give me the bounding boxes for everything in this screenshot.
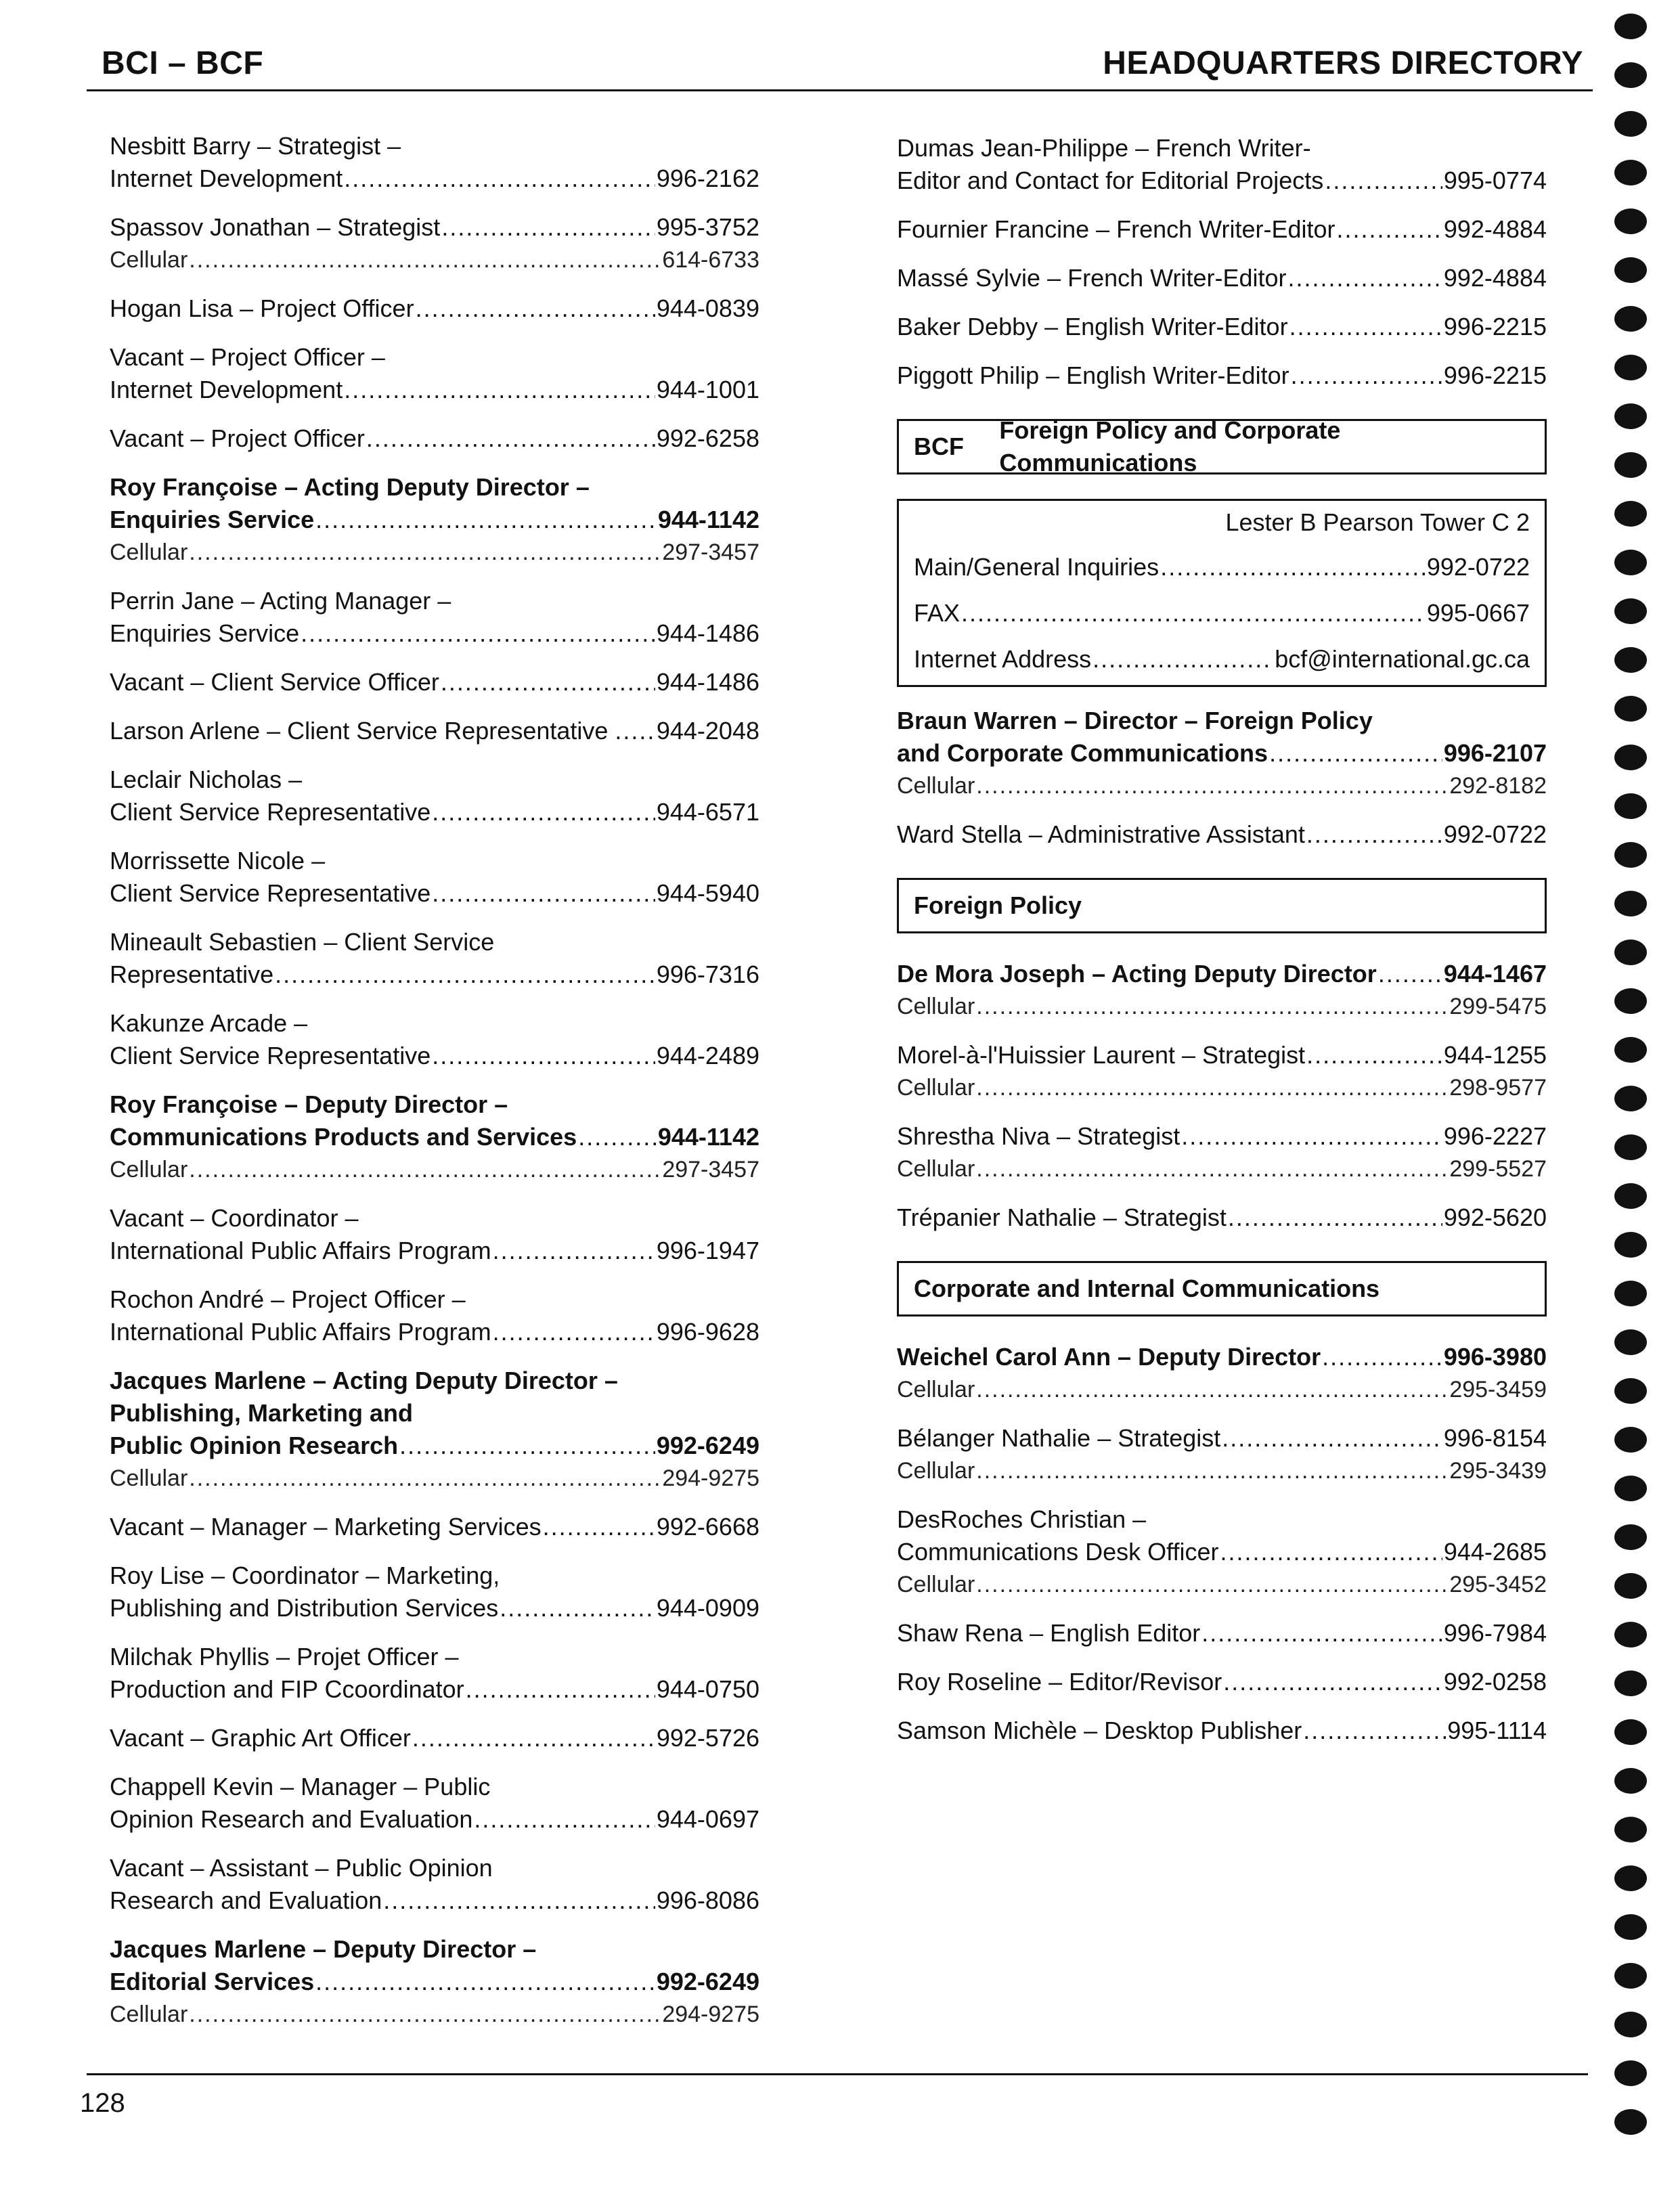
- phone-number: 996-2162: [656, 164, 759, 192]
- entry-name-line: Editorial Services: [110, 1968, 315, 1995]
- entry-name-line: Dumas Jean-Philippe – French Writer-: [897, 134, 1311, 162]
- entry-name-line: Roy Roseline – Editor/Revisor: [897, 1668, 1222, 1696]
- phone-number: 944-1142: [657, 1123, 759, 1151]
- phone-number: 996-8086: [656, 1886, 759, 1914]
- cellular-label: Cellular: [897, 1075, 975, 1101]
- phone-number: 996-7984: [1443, 1619, 1547, 1647]
- directory-entry: [897, 1341, 1547, 1406]
- binding-hole: [1614, 355, 1647, 380]
- phone-number: 996-7316: [656, 960, 759, 988]
- binding-hole: [1614, 550, 1647, 575]
- directory-entry: [897, 705, 1547, 802]
- phone-number: 944-1467: [1443, 960, 1547, 988]
- binding-hole: [1614, 257, 1647, 283]
- cellular-label: Cellular: [897, 994, 975, 1019]
- entry-name-line: Enquiries Service: [110, 619, 300, 647]
- entry-name-line: Enquiries Service: [110, 506, 315, 533]
- entry-name-line: Hogan Lisa – Project Officer: [110, 294, 414, 322]
- info-row-internet: [914, 643, 1530, 676]
- directory-entry: [110, 1202, 759, 1267]
- bcf-section-header: [897, 416, 1547, 477]
- binding-hole: [1614, 1817, 1647, 1842]
- directory-entry: [897, 132, 1547, 197]
- phone-number: 944-1142: [657, 506, 759, 533]
- cellular-number: 297-3457: [662, 539, 759, 565]
- entry-name-line: Weichel Carol Ann – Deputy Director: [897, 1343, 1321, 1371]
- directory-entry: [897, 1120, 1547, 1185]
- phone-number: 992-4884: [1443, 215, 1547, 243]
- cellular-label: Cellular: [897, 1458, 975, 1484]
- binding-hole: [1614, 160, 1647, 185]
- phone-number: 992-5620: [1443, 1203, 1547, 1231]
- directory-entry: [110, 471, 759, 569]
- binding-holes: [1614, 14, 1655, 2158]
- directory-entry: [897, 1666, 1547, 1698]
- entry-name-line: Milchak Phyllis – Projet Officer –: [110, 1643, 459, 1671]
- entry-name-line: Chappell Kevin – Manager – Public: [110, 1773, 491, 1800]
- entry-name-line: Jacques Marlene – Deputy Director –: [110, 1935, 537, 1963]
- entry-name-line: Shrestha Niva – Strategist: [897, 1122, 1180, 1150]
- entry-name-line: Braun Warren – Director – Foreign Policy: [897, 707, 1373, 734]
- binding-hole: [1614, 501, 1647, 527]
- entry-name-line: International Public Affairs Program: [110, 1237, 491, 1264]
- info-value: 995-0667: [1426, 599, 1530, 627]
- phone-number: 995-3752: [656, 213, 759, 241]
- binding-hole: [1614, 1524, 1647, 1550]
- section-title: Foreign Policy: [914, 891, 1082, 919]
- entry-name-line: Massé Sylvie – French Writer-Editor: [897, 264, 1287, 292]
- phone-number: 944-1255: [1443, 1041, 1547, 1069]
- phone-number: 944-1486: [656, 619, 759, 647]
- info-label: Internet Address: [914, 645, 1092, 673]
- entry-name-line: Leclair Nicholas –: [110, 766, 303, 793]
- cellular-label: Cellular: [110, 1465, 188, 1491]
- entry-name-line: Morel-à-l'Huissier Laurent – Strategist: [897, 1041, 1306, 1069]
- entry-name-line: Shaw Rena – English Editor: [897, 1619, 1201, 1647]
- binding-hole: [1614, 62, 1647, 88]
- entry-name-line: Publishing, Marketing and: [110, 1399, 414, 1427]
- phone-number: 992-6249: [656, 1432, 759, 1459]
- entry-name-line: Client Service Representative: [110, 798, 431, 826]
- cellular-label: Cellular: [110, 2001, 188, 2027]
- directory-entry: [897, 958, 1547, 1023]
- binding-hole: [1614, 647, 1647, 673]
- entry-name-line: Vacant – Client Service Officer: [110, 668, 439, 696]
- cellular-number: 295-3452: [1449, 1572, 1547, 1597]
- binding-hole: [1614, 1281, 1647, 1306]
- cellular-number: 614-6733: [662, 247, 759, 273]
- corporate-header: [897, 1261, 1547, 1317]
- phone-number: 944-2685: [1443, 1538, 1547, 1566]
- bcf-info-box: [897, 499, 1547, 687]
- info-row-fax: [914, 597, 1530, 629]
- phone-number: 992-6668: [656, 1513, 759, 1541]
- entry-name-line: Public Opinion Research: [110, 1432, 399, 1459]
- phone-number: 944-1001: [656, 376, 759, 403]
- directory-entry: [110, 1560, 759, 1624]
- binding-hole: [1614, 403, 1647, 429]
- entry-name-line: Communications Desk Officer: [897, 1538, 1219, 1566]
- binding-hole: [1614, 2012, 1647, 2037]
- entry-name-line: Morrissette Nicole –: [110, 847, 326, 875]
- info-label: FAX: [914, 599, 961, 627]
- entry-name-line: Client Service Representative: [110, 879, 431, 907]
- header-left-code: BCI – BCF: [102, 45, 264, 81]
- cellular-number: 294-9275: [662, 1465, 759, 1491]
- entry-name-line: Vacant – Coordinator –: [110, 1204, 359, 1232]
- phone-number: 996-8154: [1443, 1424, 1547, 1452]
- binding-hole: [1614, 1914, 1647, 1940]
- binding-hole: [1614, 1476, 1647, 1501]
- directory-entry: [110, 1283, 759, 1348]
- binding-hole: [1614, 1719, 1647, 1745]
- entry-name-line: Internet Development: [110, 376, 343, 403]
- entry-name-line: Jacques Marlene – Acting Deputy Director –: [110, 1367, 618, 1394]
- phone-number: 996-9628: [656, 1318, 759, 1346]
- binding-hole: [1614, 1134, 1647, 1160]
- binding-hole: [1614, 696, 1647, 722]
- entry-name-line: Spassov Jonathan – Strategist: [110, 213, 441, 241]
- header-directory-title: HEADQUARTERS DIRECTORY: [1103, 45, 1583, 81]
- cellular-label: Cellular: [897, 773, 975, 799]
- binding-hole: [1614, 745, 1647, 770]
- entry-name-line: Publishing and Distribution Services: [110, 1594, 499, 1622]
- binding-hole: [1614, 1427, 1647, 1453]
- entry-name-line: Opinion Research and Evaluation: [110, 1805, 473, 1833]
- directory-entry: [110, 926, 759, 991]
- page-number: 128: [80, 2088, 125, 2118]
- entry-name-line: International Public Affairs Program: [110, 1318, 491, 1346]
- binding-hole: [1614, 1768, 1647, 1794]
- phone-number: 944-0839: [656, 294, 759, 322]
- directory-entry: [110, 1088, 759, 1186]
- directory-entry: [110, 1511, 759, 1543]
- phone-number: 944-1486: [656, 668, 759, 696]
- entry-name-line: Communications Products and Services: [110, 1123, 577, 1151]
- binding-hole: [1614, 939, 1647, 965]
- phone-number: 944-0697: [656, 1805, 759, 1833]
- directory-entry: [110, 292, 759, 325]
- binding-hole: [1614, 1671, 1647, 1696]
- entry-name-line: Roy Françoise – Deputy Director –: [110, 1090, 508, 1118]
- phone-number: 944-2489: [656, 1042, 759, 1069]
- phone-number: 992-5726: [656, 1724, 759, 1752]
- phone-number: 992-6258: [656, 424, 759, 452]
- right-column: [897, 132, 1547, 1763]
- binding-hole: [1614, 1865, 1647, 1891]
- phone-number: 944-6571: [656, 798, 759, 826]
- binding-hole: [1614, 1622, 1647, 1647]
- entry-name-line: DesRoches Christian –: [897, 1505, 1147, 1533]
- cellular-number: 294-9275: [662, 2001, 759, 2027]
- entry-name-line: Trépanier Nathalie – Strategist: [897, 1203, 1227, 1231]
- cellular-number: 295-3459: [1449, 1377, 1547, 1402]
- section-title: Foreign Policy and Corporate Communications: [999, 416, 1341, 477]
- cellular-label: Cellular: [110, 539, 188, 565]
- cellular-number: 297-3457: [662, 1157, 759, 1182]
- info-value: 992-0722: [1426, 553, 1530, 581]
- section-title: Corporate and Internal Communications: [914, 1275, 1380, 1302]
- entry-name-line: Kakunze Arcade –: [110, 1009, 308, 1037]
- entry-name-line: Vacant – Assistant – Public Opinion: [110, 1854, 493, 1882]
- left-column: [110, 130, 759, 2047]
- directory-entry: [110, 422, 759, 455]
- entry-name-line: Client Service Representative: [110, 1042, 431, 1069]
- info-row-main: [914, 551, 1530, 583]
- binding-hole: [1614, 1183, 1647, 1209]
- phone-number: 944-0750: [656, 1675, 759, 1703]
- phone-number: 992-0722: [1443, 820, 1547, 848]
- directory-entry: [897, 1039, 1547, 1104]
- phone-number: 995-0774: [1443, 167, 1547, 194]
- binding-hole: [1614, 306, 1647, 332]
- directory-entry: [110, 341, 759, 406]
- bottom-rule: [87, 2073, 1588, 2075]
- entry-name-line: Rochon André – Project Officer –: [110, 1285, 466, 1313]
- cellular-number: 292-8182: [1449, 773, 1547, 799]
- directory-entry: [110, 1641, 759, 1706]
- binding-hole: [1614, 842, 1647, 868]
- location: Lester B Pearson Tower C 2: [1225, 508, 1530, 536]
- directory-entry: [110, 585, 759, 650]
- cellular-label: Cellular: [110, 247, 188, 273]
- foreign-policy-header: [897, 878, 1547, 933]
- cellular-label: Cellular: [110, 1157, 188, 1182]
- directory-entry: [897, 818, 1547, 851]
- directory-entry: [897, 359, 1547, 392]
- phone-number: 996-2215: [1443, 361, 1547, 389]
- binding-hole: [1614, 1086, 1647, 1111]
- directory-entry: [110, 1771, 759, 1836]
- entry-name-line: Production and FIP Ccoordinator: [110, 1675, 464, 1703]
- phone-number: 992-6249: [656, 1968, 759, 1995]
- binding-hole: [1614, 1329, 1647, 1355]
- directory-entry: [110, 764, 759, 828]
- directory-entry: [110, 845, 759, 910]
- info-label: Main/General Inquiries: [914, 553, 1160, 581]
- entry-name-line: Larson Arlene – Client Service Representative .: [110, 717, 622, 745]
- directory-entry: [897, 1503, 1547, 1601]
- entry-name-line: De Mora Joseph – Acting Deputy Director: [897, 960, 1377, 988]
- entry-name-line: Ward Stella – Administrative Assistant: [897, 820, 1305, 848]
- directory-entry: [897, 262, 1547, 294]
- entry-name-line: Baker Debby – English Writer-Editor: [897, 313, 1288, 340]
- binding-hole: [1614, 1037, 1647, 1063]
- binding-hole: [1614, 452, 1647, 478]
- binding-hole: [1614, 891, 1647, 916]
- binding-hole: [1614, 1573, 1647, 1599]
- cellular-number: 299-5475: [1449, 994, 1547, 1019]
- phone-number: 944-2048: [656, 717, 759, 745]
- binding-hole: [1614, 2109, 1647, 2135]
- cellular-number: 295-3439: [1449, 1458, 1547, 1484]
- binding-hole: [1614, 111, 1647, 137]
- info-value: bcf@international.gc.ca: [1275, 645, 1530, 673]
- binding-hole: [1614, 1378, 1647, 1404]
- cellular-label: Cellular: [897, 1156, 975, 1182]
- directory-entry: [897, 1201, 1547, 1234]
- entry-name-line: Piggott Philip – English Writer-Editor: [897, 361, 1289, 389]
- entry-name-line: Mineault Sebastien – Client Service: [110, 928, 495, 956]
- directory-entry: [110, 1722, 759, 1754]
- entry-name-line: Vacant – Manager – Marketing Services: [110, 1513, 542, 1541]
- phone-number: 996-2215: [1443, 313, 1547, 340]
- entry-name-line: Internet Development: [110, 164, 343, 192]
- entry-name-line: Representative: [110, 960, 274, 988]
- directory-entry: [897, 1422, 1547, 1487]
- phone-number: 944-0909: [656, 1594, 759, 1622]
- phone-number: 996-1947: [656, 1237, 759, 1264]
- entry-name-line: Vacant – Project Officer –: [110, 343, 385, 371]
- directory-entry: [110, 1933, 759, 2031]
- entry-name-line: Fournier Francine – French Writer-Editor: [897, 215, 1335, 243]
- directory-entry: [110, 1365, 759, 1495]
- cellular-label: Cellular: [897, 1572, 975, 1597]
- directory-entry: [897, 213, 1547, 246]
- phone-number: 996-2107: [1443, 739, 1547, 767]
- entry-name-line: Perrin Jane – Acting Manager –: [110, 587, 451, 615]
- directory-entry: [110, 715, 759, 747]
- entry-name-line: Research and Evaluation: [110, 1886, 382, 1914]
- entry-name-line: and Corporate Communications: [897, 739, 1268, 767]
- entry-name-line: Bélanger Nathalie – Strategist: [897, 1424, 1221, 1452]
- entry-name-line: Nesbitt Barry – Strategist –: [110, 132, 401, 160]
- bcf-entries: [897, 705, 1547, 851]
- entry-name-line: Editor and Contact for Editorial Projects: [897, 167, 1324, 194]
- binding-hole: [1614, 208, 1647, 234]
- directory-entry: [110, 130, 759, 195]
- directory-entry: [110, 666, 759, 699]
- phone-number: 992-4884: [1443, 264, 1547, 292]
- entry-name-line: Vacant – Graphic Art Officer: [110, 1724, 411, 1752]
- cellular-number: 298-9577: [1449, 1075, 1547, 1101]
- binding-hole: [1614, 2060, 1647, 2086]
- cellular-label: Cellular: [897, 1377, 975, 1402]
- binding-hole: [1614, 793, 1647, 819]
- binding-hole: [1614, 14, 1647, 39]
- binding-hole: [1614, 1963, 1647, 1989]
- corporate-entries: [897, 1341, 1547, 1747]
- binding-hole: [1614, 1232, 1647, 1258]
- top-rule: [87, 89, 1593, 91]
- directory-entry: [110, 1007, 759, 1072]
- phone-number: 992-0258: [1443, 1668, 1547, 1696]
- directory-entry: [110, 211, 759, 276]
- directory-entry: [110, 1852, 759, 1917]
- right-top-entries: [897, 132, 1547, 392]
- binding-hole: [1614, 598, 1647, 624]
- entry-name-line: Vacant – Project Officer: [110, 424, 365, 452]
- section-code: BCF: [914, 433, 964, 460]
- entry-name-line: Samson Michèle – Desktop Publisher: [897, 1717, 1302, 1744]
- directory-entry: [897, 1715, 1547, 1747]
- phone-number: 995-1114: [1447, 1717, 1547, 1744]
- foreign-policy-entries: [897, 958, 1547, 1234]
- directory-entry: [897, 1617, 1547, 1650]
- binding-hole: [1614, 988, 1647, 1014]
- phone-number: 944-5940: [656, 879, 759, 907]
- cellular-number: 299-5527: [1449, 1156, 1547, 1182]
- phone-number: 996-3980: [1443, 1343, 1547, 1371]
- directory-entry: [897, 311, 1547, 343]
- phone-number: 996-2227: [1443, 1122, 1547, 1150]
- entry-name-line: Roy Françoise – Acting Deputy Director –: [110, 473, 590, 501]
- entry-name-line: Roy Lise – Coordinator – Marketing,: [110, 1562, 500, 1589]
